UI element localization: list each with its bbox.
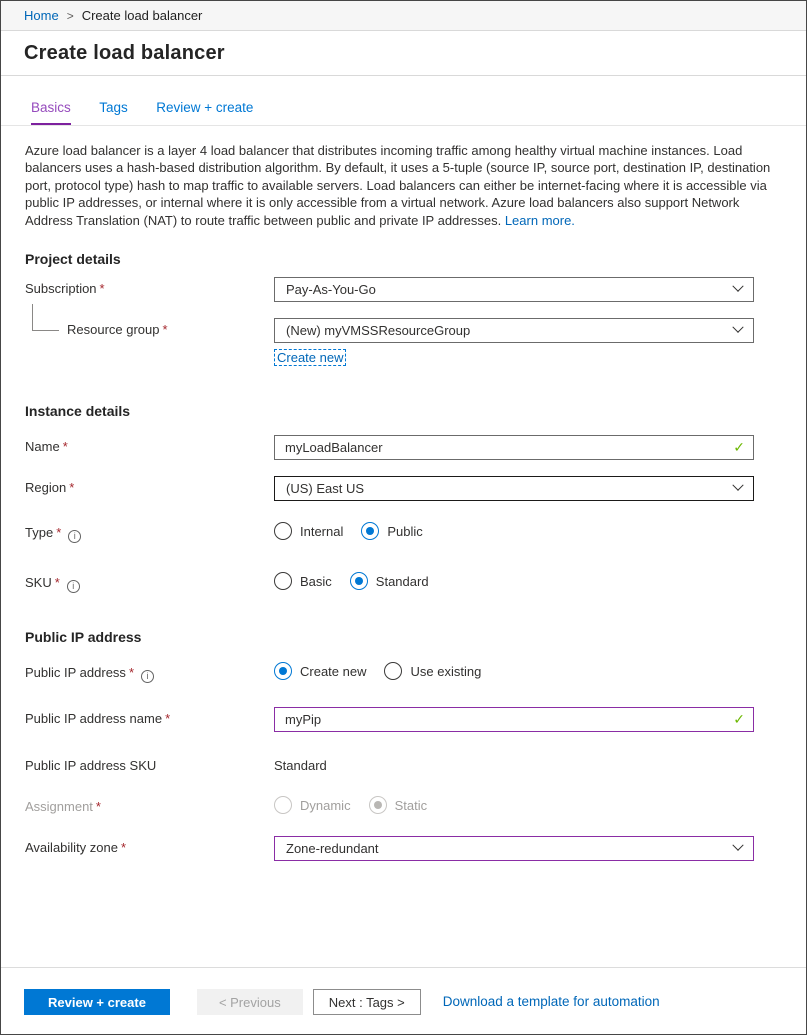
sku-radio-basic[interactable] [274, 572, 332, 590]
next-tags-button[interactable]: Next : Tags > [313, 989, 421, 1015]
resource-group-label-text: Resource group [67, 322, 160, 338]
tree-connector [32, 304, 59, 331]
radio-circle-icon [274, 662, 292, 680]
type-row [25, 521, 782, 543]
previous-button[interactable]: < Previous [197, 989, 303, 1015]
assignment-radio-dynamic [274, 796, 351, 814]
tab-basics[interactable]: Basics [31, 100, 71, 125]
sku-radio-group [274, 571, 754, 590]
radio-circle-icon [274, 572, 292, 590]
chevron-down-icon [732, 839, 743, 850]
valid-check-icon: ✓ [733, 439, 745, 456]
subscription-row [25, 277, 782, 302]
public-ip-radio-use-existing[interactable] [384, 662, 481, 680]
type-option-label: Public [387, 523, 423, 539]
required-marker: * [54, 575, 60, 591]
required-marker: * [62, 439, 68, 455]
sku-label [25, 571, 274, 593]
public-ip-radio-create-new[interactable] [274, 662, 366, 680]
sku-option-label: Standard [375, 573, 429, 589]
public-ip-option-label: Use existing [410, 663, 482, 679]
required-marker: * [128, 665, 134, 681]
subscription-label [25, 277, 274, 296]
radio-circle-icon [274, 522, 292, 540]
valid-check-icon: ✓ [733, 711, 745, 728]
type-radio-internal[interactable] [274, 522, 343, 540]
type-radio-public[interactable] [361, 522, 422, 540]
subscription-label-text: Subscription [25, 281, 97, 297]
required-marker: * [162, 322, 168, 338]
subscription-value: Pay-As-You-Go [286, 282, 376, 298]
availability-zone-value: Zone-redundant [286, 841, 379, 857]
chevron-down-icon [732, 321, 743, 332]
public-ip-radio-group [274, 661, 754, 680]
chevron-down-icon [732, 479, 743, 490]
title-bar [1, 31, 806, 76]
public-ip-heading: Public IP address [25, 629, 142, 646]
radio-circle-icon [350, 572, 368, 590]
info-icon[interactable]: i [68, 530, 81, 543]
availability-zone-label [25, 836, 274, 855]
assignment-row [25, 795, 782, 814]
intro-text [25, 142, 782, 229]
availability-zone-row [25, 836, 782, 861]
download-template-link[interactable]: Download a template for automation [442, 994, 660, 1009]
required-marker: * [165, 711, 171, 727]
resource-group-value: (New) myVMSSResourceGroup [286, 323, 471, 339]
tab-review-create[interactable]: Review + create [156, 100, 254, 115]
name-input[interactable] [274, 435, 754, 460]
public-ip-name-input[interactable] [274, 707, 754, 732]
type-label [25, 521, 274, 543]
info-icon[interactable]: i [141, 670, 154, 683]
project-details-heading: Project details [25, 251, 121, 268]
assignment-radio-static [369, 796, 428, 814]
required-marker: * [69, 480, 75, 496]
tab-tags[interactable]: Tags [99, 100, 128, 115]
wizard-footer [1, 967, 806, 1034]
resource-group-label [25, 318, 274, 337]
sku-row [25, 571, 782, 593]
page-title: Create load balancer [24, 41, 225, 64]
public-ip-name-label [25, 707, 274, 726]
name-label-text: Name [25, 439, 60, 455]
type-label-text: Type [25, 525, 54, 541]
public-ip-sku-value: Standard [274, 758, 327, 774]
breadcrumb-separator-icon: > [66, 8, 74, 23]
required-marker: * [120, 840, 127, 856]
assignment-option-label: Dynamic [300, 797, 351, 813]
public-ip-name-label-text: Public IP address name [25, 711, 163, 727]
learn-more-link[interactable]: Learn more. [504, 212, 575, 228]
radio-circle-icon [369, 796, 387, 814]
required-marker: * [99, 281, 105, 297]
public-ip-address-label-text: Public IP address [25, 665, 126, 681]
assignment-label [25, 795, 274, 814]
sku-radio-standard[interactable] [350, 572, 429, 590]
name-label [25, 435, 274, 454]
type-option-label: Internal [300, 523, 344, 539]
public-ip-sku-row [25, 754, 782, 773]
region-row [25, 476, 782, 501]
public-ip-sku-label [25, 754, 274, 773]
sku-label-text: SKU [25, 575, 52, 591]
assignment-label-text: Assignment [25, 799, 93, 815]
region-label-text: Region [25, 480, 67, 496]
required-marker: * [56, 525, 62, 541]
breadcrumb-home-link[interactable]: Home [24, 8, 59, 23]
breadcrumb [1, 1, 806, 31]
assignment-option-label: Static [394, 797, 428, 813]
assignment-radio-group [274, 795, 754, 814]
subscription-dropdown[interactable] [274, 277, 754, 302]
resource-group-row [25, 318, 782, 367]
intro-body: Azure load balancer is a layer 4 load balancer that distributes incoming traffic among healthy virtual machine instances. Load balancers uses a hash-based distribution algorithm. By default, it uses a 5-tuple (source IP, source port, destination IP, destination port, protocol type) hash to map traffic to available servers. Load balancers can either be internet-facing where it is accessible via public IP addresses, or internal where it is only accessible from a virtual network. Azure load balancers also support Network Address Translation (NAT) to route traffic between public and private IP addresses. [25, 143, 771, 228]
info-icon[interactable]: i [67, 580, 80, 593]
radio-circle-icon [384, 662, 402, 680]
public-ip-address-row [25, 661, 782, 683]
type-radio-group [274, 521, 754, 540]
basics-form [1, 126, 806, 967]
create-new-link[interactable]: Create new [274, 349, 346, 366]
sku-option-label: Basic [300, 573, 332, 589]
region-value: (US) East US [286, 481, 365, 497]
chevron-down-icon [732, 280, 743, 291]
radio-circle-icon [274, 796, 292, 814]
public-ip-address-label [25, 661, 274, 683]
breadcrumb-current: Create load balancer [81, 8, 203, 23]
availability-zone-label-text: Availability zone [25, 840, 118, 856]
public-ip-option-label: Create new [300, 663, 367, 679]
review-create-button[interactable]: Review + create [24, 989, 170, 1015]
tab-strip [1, 76, 806, 126]
instance-details-heading: Instance details [25, 403, 131, 420]
region-label [25, 476, 274, 495]
required-marker: * [95, 799, 101, 815]
public-ip-name-row [25, 707, 782, 732]
public-ip-sku-label-text: Public IP address SKU [25, 758, 157, 774]
resource-group-dropdown[interactable] [274, 318, 754, 343]
radio-circle-icon [361, 522, 379, 540]
name-row [25, 435, 782, 460]
availability-zone-dropdown[interactable] [274, 836, 754, 861]
region-dropdown[interactable] [274, 476, 754, 501]
